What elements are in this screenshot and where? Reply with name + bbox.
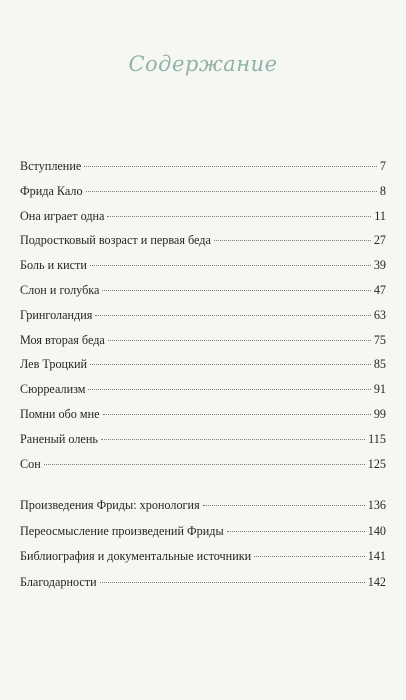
- toc-entry-page: 136: [367, 498, 386, 512]
- dot-leader: [254, 556, 365, 557]
- toc-entry: [20, 407, 386, 432]
- toc-entry-page: 140: [367, 523, 386, 538]
- dot-leader: [90, 265, 371, 266]
- toc-entry: [20, 457, 386, 482]
- dot-leader: [88, 389, 370, 390]
- toc-entry: [20, 524, 386, 550]
- toc-entry-title: Благодарности: [20, 574, 97, 589]
- page-title: Содержание: [128, 52, 278, 76]
- toc-entry: [20, 432, 386, 457]
- toc-entry-title: Подростковый возраст и первая беда: [20, 233, 211, 248]
- toc-entry-title: Переосмысление произведений Фриды: [20, 523, 224, 538]
- toc-entry-page: 99: [373, 406, 386, 421]
- toc-entry: [20, 184, 386, 209]
- toc-entry-page: 47: [373, 282, 386, 297]
- toc-entry: [20, 357, 386, 382]
- toc-entry: [20, 283, 386, 308]
- toc-entry: [20, 258, 386, 283]
- dot-leader: [108, 340, 371, 341]
- dot-leader: [95, 315, 370, 316]
- toc-entry: [20, 498, 386, 524]
- toc-entry-page: 115: [368, 431, 386, 446]
- toc-entry-page: 7: [379, 159, 386, 173]
- dot-leader: [100, 582, 365, 583]
- toc-entry-title: Она играет одна: [20, 208, 105, 223]
- toc-entry: [20, 549, 386, 575]
- toc-entry: [20, 382, 386, 407]
- toc-entry-page: 63: [373, 307, 386, 322]
- toc-entry-title: Сюрреализм: [20, 382, 86, 397]
- toc-entry-page: 125: [367, 456, 386, 471]
- toc-entry-title: Вступление: [20, 159, 82, 173]
- dot-leader: [44, 464, 365, 465]
- toc-entry-title: Библиография и документальные источники: [20, 549, 252, 563]
- toc-entry-page: 27: [373, 233, 386, 248]
- dot-leader: [86, 191, 377, 192]
- dot-leader: [101, 439, 365, 440]
- toc-entry: [20, 159, 386, 184]
- toc-entry-title: Помни обо мне: [20, 406, 100, 421]
- dot-leader: [107, 216, 371, 217]
- toc-entry-page: 85: [373, 357, 386, 372]
- toc-entry-title: Сон: [20, 456, 41, 471]
- toc-entry: [20, 209, 386, 234]
- dot-leader: [227, 531, 365, 532]
- dot-leader: [90, 364, 371, 365]
- toc-entry-page: 91: [373, 382, 386, 397]
- toc-entry-title: Моя вторая беда: [20, 332, 105, 347]
- toc-entry-title: Слон и голубка: [20, 282, 100, 297]
- toc-entry: [20, 233, 386, 258]
- toc-entry: [20, 333, 386, 358]
- dot-leader: [84, 166, 377, 167]
- toc-entry: [20, 308, 386, 333]
- dot-leader: [203, 505, 365, 506]
- dot-leader: [102, 290, 370, 291]
- toc-entry-title: Боль и кисти: [20, 258, 87, 273]
- toc-entry: [20, 575, 386, 601]
- toc-entry-page: 8: [379, 183, 386, 198]
- toc-entry-page: 142: [367, 574, 386, 589]
- toc-entry-title: Лев Троцкий: [20, 357, 88, 372]
- toc-entry-title: Гринголандия: [20, 307, 93, 322]
- toc-main-list: [20, 159, 386, 481]
- toc-entry-title: Фрида Кало: [20, 183, 83, 198]
- toc-entry-page: 11: [374, 208, 386, 223]
- dot-leader: [214, 240, 371, 241]
- toc-entry-page: 75: [373, 332, 386, 347]
- toc-appendix-list: [20, 498, 386, 600]
- dot-leader: [103, 414, 371, 415]
- toc-entry-title: Раненый олень: [20, 431, 98, 446]
- toc-entry-page: 39: [373, 258, 386, 273]
- toc-entry-title: Произведения Фриды: хронология: [20, 498, 200, 512]
- toc-entry-page: 141: [367, 549, 386, 563]
